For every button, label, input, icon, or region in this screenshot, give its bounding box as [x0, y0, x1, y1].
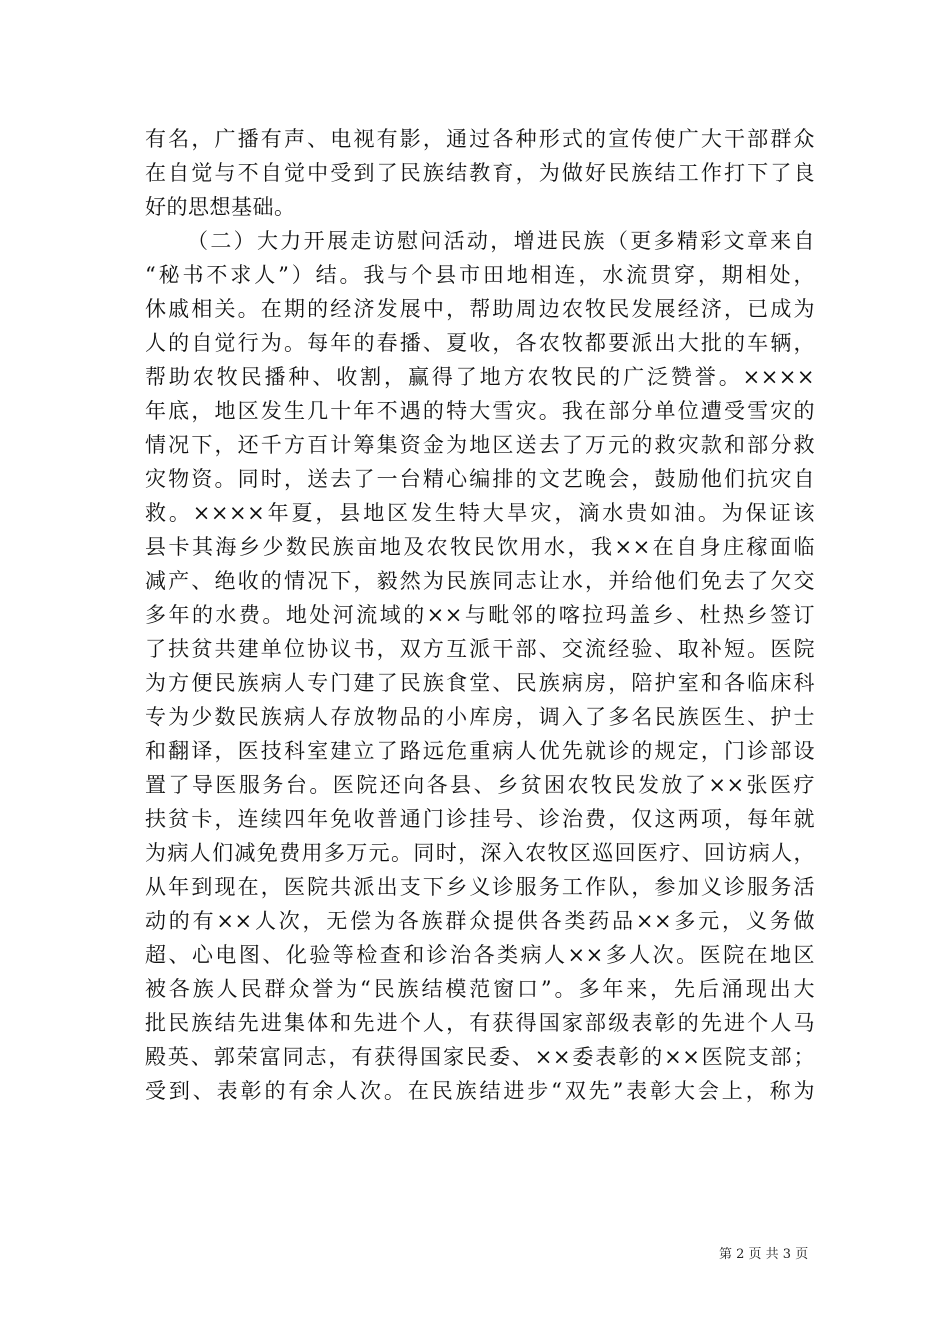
text-line: 受到、表彰的有余人次。在民族结进步“双先”表彰大会上，称为 [145, 1079, 815, 1103]
text-line: 了扶贫共建单位协议书，双方互派干部、交流经验、取补短。医院 [145, 637, 815, 661]
text-line: （二）大力开展走访慰问活动，增进民族（更多精彩文章来自 [187, 229, 815, 253]
text-line: 县卡其海乡少数民族亩地及农牧民饮用水，我××在自身庄稼面临 [145, 535, 815, 559]
text-line: “秘书不求人”）结。我与个县市田地相连，水流贯穿，期相处， [145, 263, 815, 287]
body-text [145, 122, 815, 1108]
text-line: 为病人们减免费用多万元。同时，深入农牧区巡回医疗、回访病人， [145, 841, 815, 865]
text-line: 批民族结先进集体和先进个人，有获得国家部级表彰的先进个人马 [145, 1011, 815, 1035]
text-line: 减产、绝收的情况下，毅然为民族同志让水，并给他们免去了欠交 [145, 569, 815, 593]
text-line: 专为少数民族病人存放物品的小库房，调入了多名民族医生、护士 [145, 705, 815, 729]
text-line: 救。××××年夏，县地区发生特大旱灾，滴水贵如油。为保证该 [145, 501, 815, 525]
text-line: 殿英、郭荣富同志，有获得国家民委、××委表彰的××医院支部； [145, 1045, 815, 1069]
page-number: 第 2 页 共 3 页 [719, 1247, 809, 1262]
text-line: 动的有××人次，无偿为各族群众提供各类药品××多元，义务做 [145, 909, 815, 933]
text-line: 休戚相关。在期的经济发展中，帮助周边农牧民发展经济，已成为 [145, 297, 815, 321]
text-line: 在自觉与不自觉中受到了民族结教育，为做好民族结工作打下了良 [145, 161, 815, 185]
text-line: 情况下，还千方百计筹集资金为地区送去了万元的救灾款和部分救 [145, 433, 815, 457]
text-line: 有名，广播有声、电视有影，通过各种形式的宣传使广大干部群众 [145, 127, 815, 151]
text-line: 和翻译，医技科室建立了路远危重病人优先就诊的规定，门诊部设 [145, 739, 815, 763]
text-line: 超、心电图、化验等检查和诊治各类病人××多人次。医院在地区 [145, 943, 815, 967]
text-line: 帮助农牧民播种、收割，赢得了地方农牧民的广泛赞誉。×××× [145, 365, 815, 389]
text-line: 好的思想基础。 [145, 195, 296, 219]
text-line: 人的自觉行为。每年的春播、夏收，各农牧都要派出大批的车辆， [145, 331, 815, 355]
text-line: 年底，地区发生几十年不遇的特大雪灾。我在部分单位遭受雪灾的 [145, 399, 815, 423]
text-line: 置了导医服务台。医院还向各县、乡贫困农牧民发放了××张医疗 [145, 773, 815, 797]
text-line: 从年到现在，医院共派出支下乡义诊服务工作队，参加义诊服务活 [145, 875, 815, 899]
text-line: 扶贫卡，连续四年免收普通门诊挂号、诊治费，仅这两项，每年就 [145, 807, 815, 831]
text-line: 灾物资。同时，送去了一台精心编排的文艺晚会，鼓励他们抗灾自 [145, 467, 815, 491]
text-line: 为方便民族病人专门建了民族食堂、民族病房，陪护室和各临床科 [145, 671, 815, 695]
text-line: 被各族人民群众誉为“民族结模范窗口”。多年来，先后涌现出大 [145, 977, 815, 1001]
text-line: 多年的水费。地处河流域的××与毗邻的喀拉玛盖乡、杜热乡签订 [145, 603, 815, 627]
